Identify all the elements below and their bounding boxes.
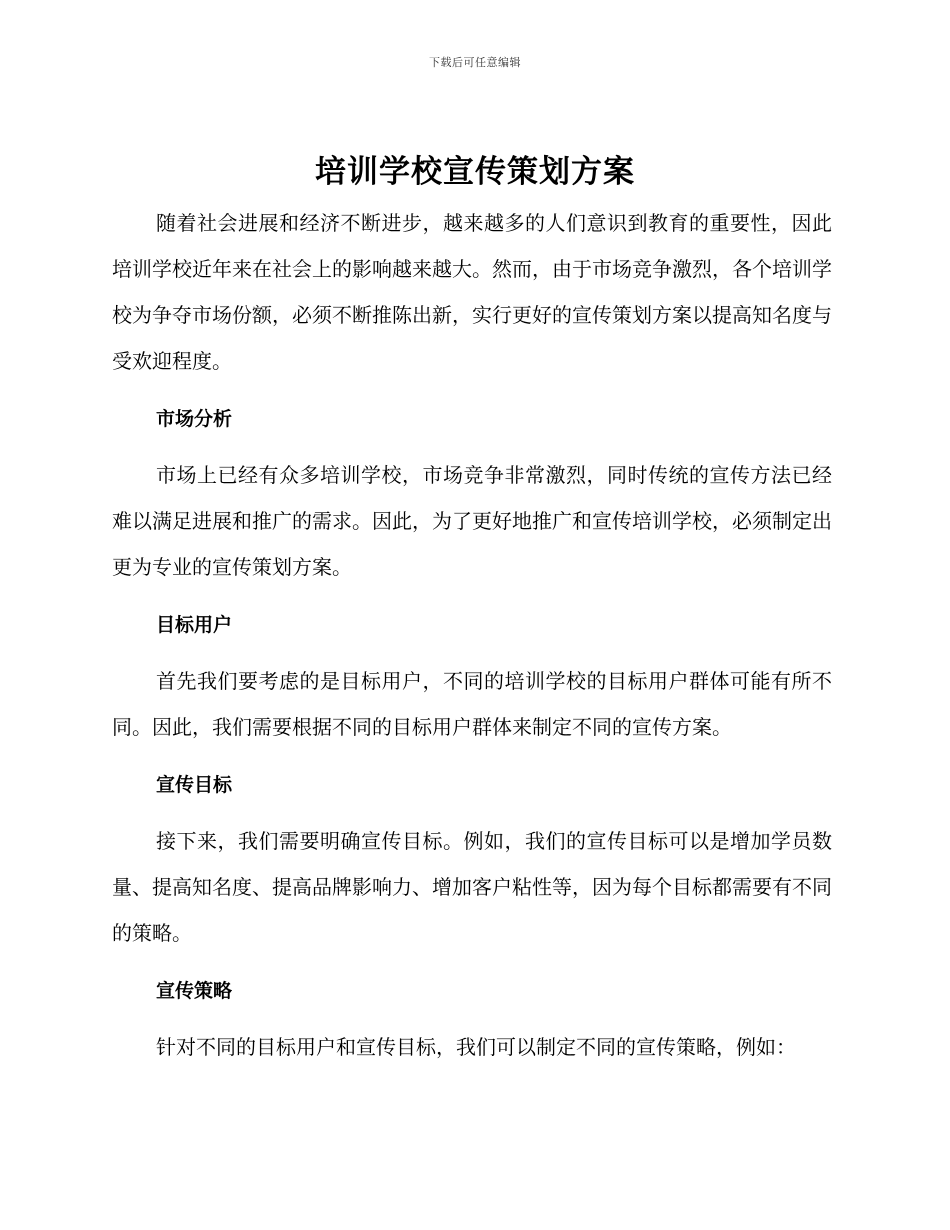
spacer <box>112 750 832 762</box>
spacer <box>112 648 832 658</box>
header-note: 下载后可任意编辑 <box>429 56 521 69</box>
section-text-promotion-strategy: 针对不同的目标用户和宣传目标，我们可以制定不同的宣传策略，例如： <box>156 1035 796 1059</box>
section-text-promotion-goals: 接下来，我们需要明确宣传目标。例如，我们的宣传目标可以是增加学员数量、提高知名度、提高品牌影响力、增加客户粘性等，因为每个目标都需要有不同的策略。 <box>112 829 832 945</box>
spacer <box>112 442 832 452</box>
intro-paragraph: 随着社会进展和经济不断进步，越来越多的人们意识到教育的重要性，因此培训学校近年来在社会上的影响越来越大。然而，由于市场竞争激烈，各个培训学校为争夺市场份额，必须不断推陈出新，实行更好的宣传策划方案以提高知名度与受欢迎程度。 <box>112 211 832 373</box>
section-heading-market-analysis: 市场分析 <box>156 408 233 430</box>
document-title: 培训学校宣传策划方案 <box>315 154 635 190</box>
spacer <box>112 808 832 818</box>
spacer <box>112 956 832 968</box>
spacer <box>112 590 832 602</box>
document-body <box>112 200 832 1070</box>
section-heading-target-users: 目标用户 <box>156 614 233 636</box>
section-heading-promotion-goals: 宣传目标 <box>156 774 233 796</box>
spacer <box>112 384 832 396</box>
section-text-market-analysis: 市场上已经有众多培训学校，市场竞争非常激烈，同时传统的宣传方法已经难以满足进展和推广的需求。因此，为了更好地推广和宣传培训学校，必须制定出更为专业的宣传策划方案。 <box>112 463 832 579</box>
spacer <box>112 1014 832 1024</box>
section-text-target-users: 首先我们要考虑的是目标用户，不同的培训学校的目标用户群体可能有所不同。因此，我们需要根据不同的目标用户群体来制定不同的宣传方案。 <box>112 669 832 739</box>
section-heading-promotion-strategy: 宣传策略 <box>156 980 233 1002</box>
